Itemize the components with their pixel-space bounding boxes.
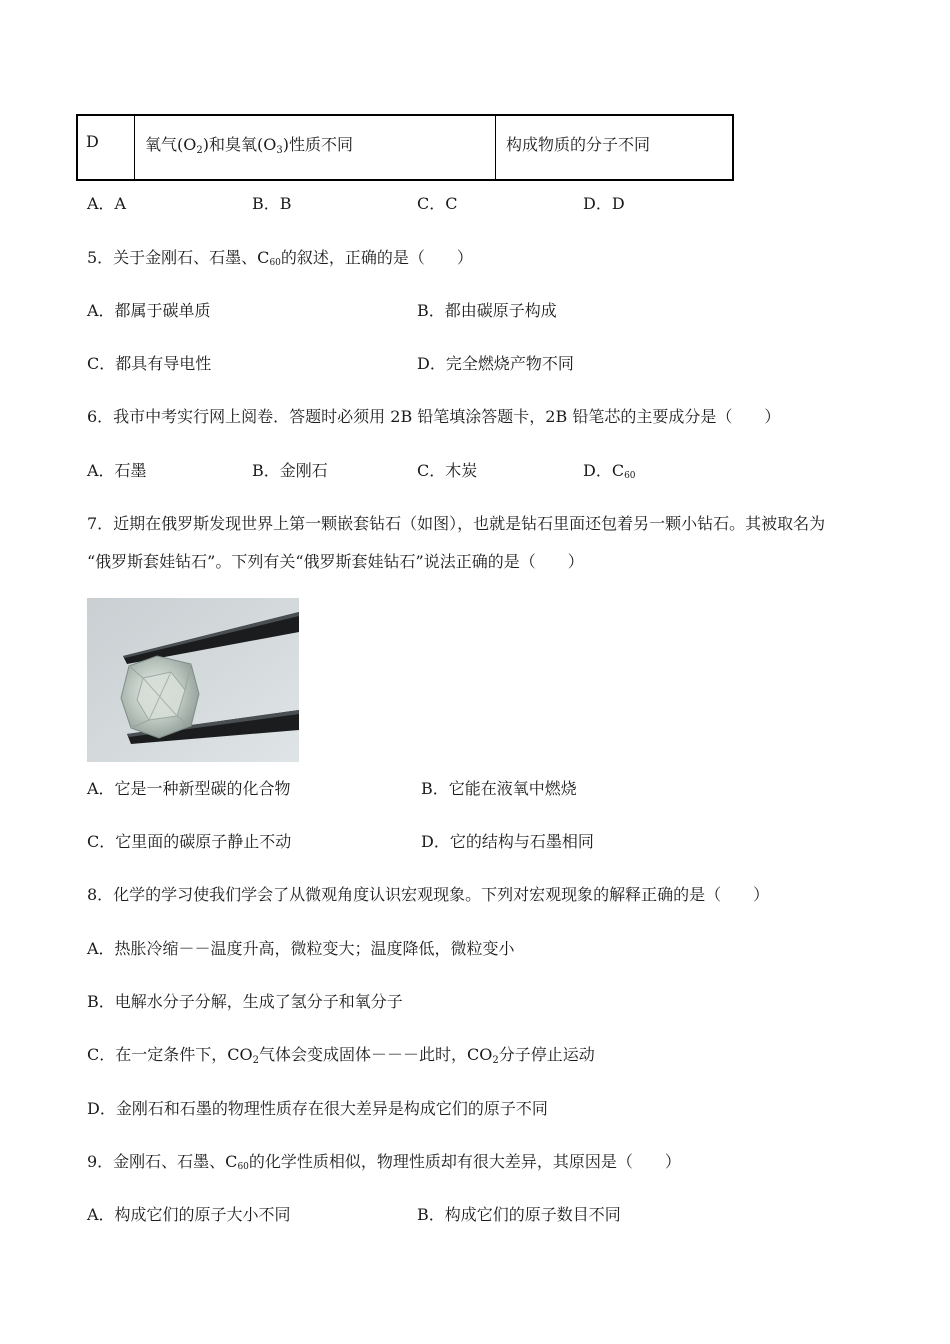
q5-option-c: C．都具有导电性 [87,354,212,373]
q7-option-d: D．它的结构与石墨相同 [421,832,594,851]
q9-option-a: A．构成它们的原子大小不同 [87,1205,291,1224]
q6-option-d: D．C60 [583,461,636,481]
q7-stem-line2: “俄罗斯套娃钻石”。下列有关“俄罗斯套娃钻石”说法正确的是（ ） [87,552,584,571]
q4-option-a: A．A [87,194,127,213]
q7-option-c: C．它里面的碳原子静止不动 [87,832,292,851]
table-cell-fact-text: 氧气$(O_2)$和臭氧$(O_3)$性质不同 [145,135,353,156]
q7-option-b: B．它能在液氧中燃烧 [421,779,577,798]
q8-option-d: D．金刚石和石墨的物理性质存在很大差异是构成它们的原子不同 [87,1099,548,1118]
q5-option-d: D．完全燃烧产物不同 [417,354,574,373]
table-cell-fact [135,116,496,179]
q9-option-b: B．构成它们的原子数目不同 [417,1205,621,1224]
q9-stem: 9．金刚石、石墨、C60的化学性质相似，物理性质却有很大差异，其原因是（ ） [87,1152,681,1172]
answer-table-row [76,114,734,181]
q4-option-d: D．D [583,194,625,213]
q6-option-b: B．金刚石 [252,461,328,480]
table-cell-explanation [496,116,732,179]
q5-option-b: B．都由碳原子构成 [417,301,557,320]
q6-option-c: C．木炭 [417,461,478,480]
q4-option-c: C．C [417,194,458,213]
q8-option-b: B．电解水分子分解，生成了氢分子和氧分子 [87,992,403,1011]
diamond-photo [87,598,299,762]
q5-option-a: A．都属于碳单质 [87,301,211,320]
q8-option-a: A．热胀冷缩－－温度升高，微粒变大；温度降低，微粒变小 [87,939,515,958]
diamond-tweezers-image [87,598,299,762]
q8-stem: 8．化学的学习使我们学会了从微观角度认识宏观现象。下列对宏观现象的解释正确的是（ ） [87,885,770,904]
table-cell-option-text: D [86,132,99,151]
q6-stem: 6．我市中考实行网上阅卷．答题时必须用 2B 铅笔填涂答题卡，2B 铅笔芯的主要成分是（ ） [87,407,781,426]
q7-stem-line1: 7．近期在俄罗斯发现世界上第一颗嵌套钻石（如图），也就是钻石里面还包着另一颗小钻石。其被取名为 [87,514,826,533]
q7-option-a: A．它是一种新型碳的化合物 [87,779,291,798]
q4-option-b: B．B [252,194,292,213]
q6-option-a: A．石墨 [87,461,147,480]
q8-option-c: C．在一定条件下，$CO_2$气体会变成固体－－－此时，$CO_2$分子停止运动 [87,1045,595,1066]
q5-stem: 5．关于金刚石、石墨、C60的叙述，正确的是（ ） [87,248,473,268]
table-cell-explanation-text: 构成物质的分子不同 [506,135,651,154]
table-cell-option [78,116,135,179]
